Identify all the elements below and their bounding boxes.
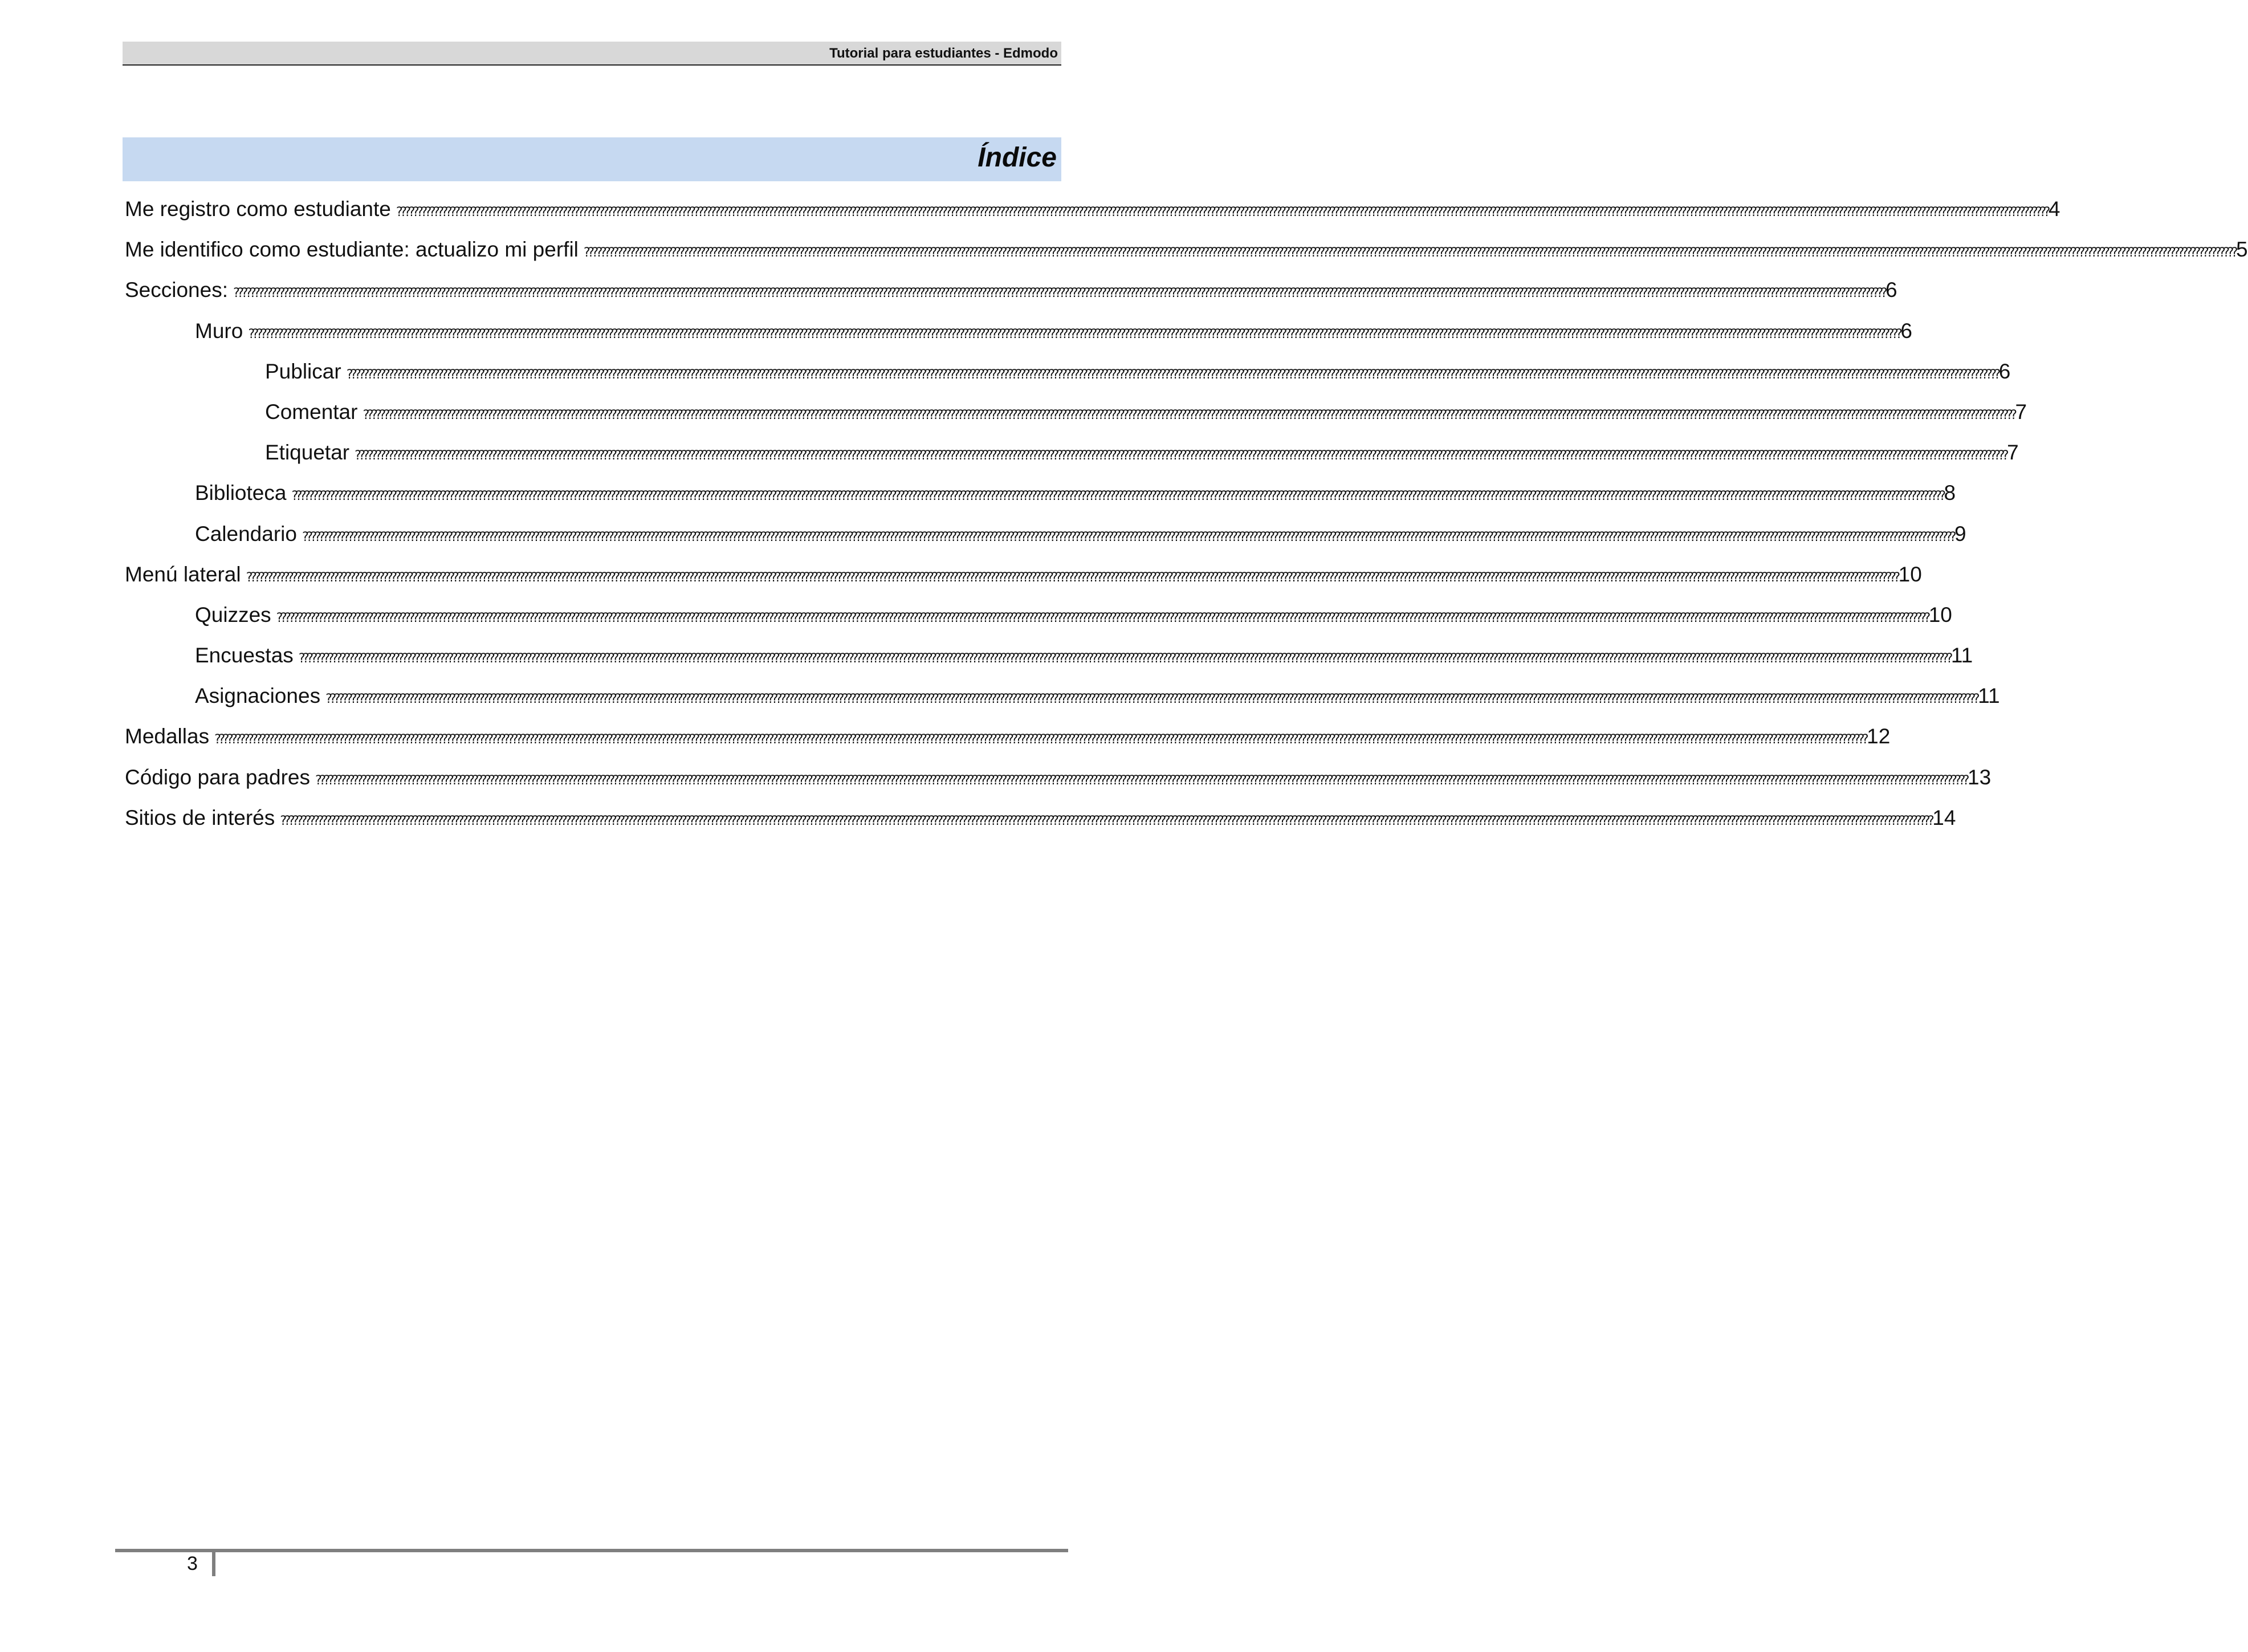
toc-entry-page: 7 [2015,400,2027,424]
toc-entry-page: 11 [1978,684,2000,708]
toc-entry-leader: ???????????????????????????????????????????????????????????????????????????????????????????????????????????????????????????????????????????????????????????????????????????????????????????????????????????????????????????????????????????????????????????????????????????????????????????????????????????????????????????????????????????????????????????????????????????????????????????????????????????????? [214,733,1866,747]
toc-entry[interactable] [125,757,1992,797]
toc-entry[interactable] [125,351,2011,392]
toc-entry-page: 6 [1900,319,1912,343]
toc-entry-leader: ???????????????????????????????????????????????????????????????????????????????????????????????????????????????????????????????????????????????????????????????????????????????????????????????????????????????????????????????????????????????????????????????????????????????????????????????????????????????????????????????????????????????????????????????????????????????????????????????????????????????? [301,530,1953,544]
toc-entry[interactable] [125,635,1973,676]
toc-entry-page: 14 [1932,805,1956,829]
toc-entry-leader: ???????????????????????????????????????????????????????????????????????????????????????????????????????????????????????????????????????????????????????????????????????????????????????????????????????????????????????????????????????????????????????????????????????????????????????????????????????????????????????????????????????????????????????????????????????????????????????????????????????????????? [362,408,2014,422]
toc-entry[interactable] [125,473,1956,513]
toc-entry-page: 8 [1944,481,1956,505]
toc-entry-page: 5 [2235,238,2248,262]
toc-entry-leader: ???????????????????????????????????????????????????????????????????????????????????????????????????????????????????????????????????????????????????????????????????????????????????????????????????????????????????????????????????????????????????????????????????????????????????????????????????????????????????????????????????????????????????????????????????????????????????????????????????????????????? [354,449,2006,463]
toc-entry-label: Calendario [195,522,297,546]
toc-entry-leader: ???????????????????????????????????????????????????????????????????????????????????????????????????????????????????????????????????????????????????????????????????????????????????????????????????????????????????????????????????????????????????????????????????????????????????????????????????????????????????????????????????????????????????????????????????????????????????????????????????????????????? [298,652,1950,666]
toc-entry-leader: ???????????????????????????????????????????????????????????????????????????????????????????????????????????????????????????????????????????????????????????????????????????????????????????????????????????????????????????????????????????????????????????????????????????????????????????????????????????????????????????????????????????????????????????????????????????????????????????????????????????????? [247,327,1900,341]
toc-entry-label: Muro [195,319,243,343]
running-header-title: Tutorial para estudiantes - Edmodo [829,46,1058,61]
toc-title-band [123,137,1061,181]
toc-entry-leader: ???????????????????????????????????????????????????????????????????????????????????????????????????????????????????????????????????????????????????????????????????????????????????????????????????????????????????????????????????????????????????????????????????????????????????????????????????????????????????????????????????????????????????????????????????????????????????????????????????????????????? [583,246,2235,261]
footer-divider [212,1552,215,1576]
toc-entry[interactable] [125,554,1922,595]
footer-rule [115,1549,1068,1552]
toc-entry-page: 10 [1928,603,1952,626]
toc-entry-label: Encuestas [195,644,294,668]
toc-entry[interactable] [125,229,2248,270]
toc-entry[interactable] [125,676,2000,716]
toc-entry-label: Menú lateral [125,562,241,586]
toc-entry-label: Publicar [265,359,341,383]
toc-entry-leader: ???????????????????????????????????????????????????????????????????????????????????????????????????????????????????????????????????????????????????????????????????????????????????????????????????????????????????????????????????????????????????????????????????????????????????????????????????????????????????????????????????????????????????????????????????????????????????????????????????????????????? [291,489,1943,504]
toc-entry-page: 6 [1998,359,2011,383]
toc-entry[interactable] [125,514,1966,554]
toc-entry-label: Comentar [265,400,358,424]
toc-entry-leader: ???????????????????????????????????????????????????????????????????????????????????????????????????????????????????????????????????????????????????????????????????????????????????????????????????????????????????????????????????????????????????????????????????????????????????????????????????????????????????????????????????????????????????????????????????????????????????????????????????????????????? [315,773,1967,788]
toc-entry-leader: ???????????????????????????????????????????????????????????????????????????????????????????????????????????????????????????????????????????????????????????????????????????????????????????????????????????????????????????????????????????????????????????????????????????????????????????????????????????????????????????????????????????????????????????????????????????????????????????????????????????????? [345,367,1998,382]
toc-entry-leader: ???????????????????????????????????????????????????????????????????????????????????????????????????????????????????????????????????????????????????????????????????????????????????????????????????????????????????????????????????????????????????????????????????????????????????????????????????????????????????????????????????????????????????????????????????????????????????????????????????????????????? [233,286,1885,301]
toc-entry-page: 6 [1885,278,1897,302]
toc-entry-label: Me identifico como estudiante: actualizo mi perfil [125,238,579,262]
toc-entry[interactable] [125,311,1912,351]
toc-entry-page: 13 [1968,765,1992,789]
toc-entry-page: 12 [1867,725,1891,748]
toc-entry[interactable] [125,595,1952,635]
toc-entry-label: Secciones: [125,278,228,302]
toc-entry[interactable] [125,189,2060,229]
toc-entry-leader: ???????????????????????????????????????????????????????????????????????????????????????????????????????????????????????????????????????????????????????????????????????????????????????????????????????????????????????????????????????????????????????????????????????????????????????????????????????????????????????????????????????????????????????????????????????????????????????????????????????????????? [325,692,1977,707]
toc-entry-page: 4 [2048,197,2060,221]
running-header [123,42,1061,66]
toc-entry[interactable] [125,797,1956,838]
toc-entry[interactable] [125,432,2019,473]
toc-title: Índice [978,143,1057,173]
toc-entry[interactable] [125,270,1897,310]
toc-entry-label: Asignaciones [195,684,321,708]
toc-entry-leader: ???????????????????????????????????????????????????????????????????????????????????????????????????????????????????????????????????????????????????????????????????????????????????????????????????????????????????????????????????????????????????????????????????????????????????????????????????????????????????????????????????????????????????????????????????????????????????????????????????????????????? [275,611,1928,625]
toc-entry-label: Etiquetar [265,441,350,465]
toc-entry-label: Medallas [125,725,210,748]
toc-entry[interactable] [125,392,2027,432]
toc-entry-label: Biblioteca [195,481,287,505]
toc-entry-leader: ???????????????????????????????????????????????????????????????????????????????????????????????????????????????????????????????????????????????????????????????????????????????????????????????????????????????????????????????????????????????????????????????????????????????????????????????????????????????????????????????????????????????????????????????????????????????????????????????????????????????? [245,570,1897,585]
toc-entry-page: 10 [1898,562,1922,586]
page-number: 3 [187,1553,198,1574]
toc-entry-label: Código para padres [125,765,310,789]
toc-entry-label: Quizzes [195,603,271,626]
toc-entry-label: Me registro como estudiante [125,197,391,221]
toc-entry[interactable] [125,716,1891,756]
toc-entry-page: 7 [2007,441,2019,465]
toc-entry-leader: ???????????????????????????????????????????????????????????????????????????????????????????????????????????????????????????????????????????????????????????????????????????????????????????????????????????????????????????????????????????????????????????????????????????????????????????????????????????????????????????????????????????????????????????????????????????????????????????????????????????????? [395,205,2047,219]
toc-entry-leader: ???????????????????????????????????????????????????????????????????????????????????????????????????????????????????????????????????????????????????????????????????????????????????????????????????????????????????????????????????????????????????????????????????????????????????????????????????????????????????????????????????????????????????????????????????????????????????????????????????????????????? [279,813,1932,828]
toc-entry-page: 9 [1954,522,1966,546]
toc-entry-page: 11 [1950,644,1973,668]
toc-entry-label: Sitios de interés [125,805,275,829]
table-of-contents [125,189,2248,838]
